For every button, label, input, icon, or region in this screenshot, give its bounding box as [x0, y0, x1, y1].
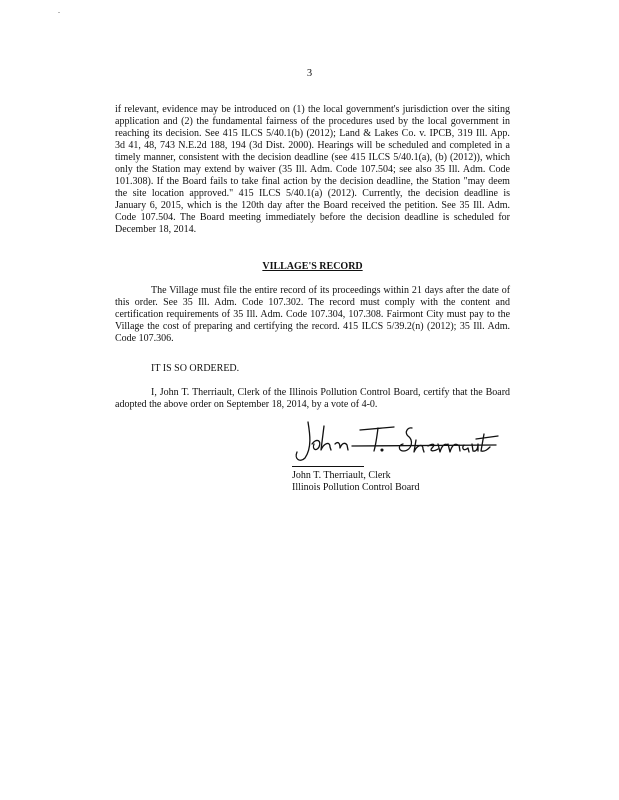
signature-drawing — [290, 414, 500, 464]
signer-block — [292, 470, 420, 494]
signer-name: John T. Therriault, Clerk — [292, 470, 391, 481]
paragraph-line: adopted the above order on September 18, 2014, by a vote of 4-0. — [115, 399, 378, 410]
record-paragraph — [115, 285, 510, 345]
ordered-line: IT IS SO ORDERED. — [151, 363, 240, 374]
paragraph-line: 3d 41, 48, 743 N.E.2d 188, 194 (3d Dist. 2000). Hearings will be scheduled and completed in a — [115, 140, 510, 151]
paragraph-line: I, John T. Therriault, Clerk of the Illinois Pollution Control Board, certify that the Board — [151, 387, 511, 398]
paragraph-line: only the Station may extend by waiver (35 Ill. Adm. Code 107.504; see also 35 Ill. Adm. Code — [115, 164, 510, 175]
paragraph-line: if relevant, evidence may be introduced on (1) the local government's jurisdiction over the siting — [115, 104, 510, 115]
paragraph-line: certification requirements of 35 Ill. Adm. Code 107.304, 107.308. Fairmont City must pay to the — [115, 309, 511, 320]
paragraph-line: 101.308). If the Board fails to take final action by the decision deadline, the Station "may deem — [115, 176, 510, 187]
paragraph-line: the site location approved." 415 ILCS 5/40.1(a) (2012). Currently, the decision deadline is — [115, 188, 511, 199]
paragraph-line: reaching its decision. See 415 ILCS 5/40.1(b) (2012); Land & Lakes Co. v. IPCB, 319 Ill. App. — [115, 128, 510, 139]
handwritten-signature — [290, 414, 500, 464]
paragraph-line: The Village must file the entire record of its proceedings within 21 days after the date of — [151, 285, 511, 296]
ordered-paragraph — [115, 363, 510, 375]
paragraph-line: Code 107.504. The Board meeting immediately before the decision deadline is scheduled for — [115, 212, 511, 223]
certification-paragraph — [115, 387, 510, 411]
signer-title: Illinois Pollution Control Board — [292, 482, 420, 493]
paragraph-line: December 18, 2014. — [115, 224, 197, 235]
section-heading-villages-record: VILLAGE'S RECORD — [262, 261, 363, 272]
paragraph-line: January 6, 2015, which is the 120th day after the Board received the petition. See 35 Ill. Adm. — [115, 200, 511, 211]
jurisdiction-paragraph — [115, 104, 510, 236]
paragraph-line: this order. See 35 Ill. Adm. Code 107.302. The record must comply with the content and — [115, 297, 510, 308]
paragraph-line: application and (2) the fundamental fairness of the procedures used by the local government in — [115, 116, 510, 127]
paragraph-line: Village the cost of preparing and certifying the record. 415 ILCS 5/39.2(n) (2012); 35 Ill. Adm. — [115, 321, 511, 332]
paragraph-line: timely manner, consistent with the decision deadline (see 415 ILCS 5/40.1(a), (b) (2012)), which — [115, 152, 510, 163]
corner-mark: . — [58, 6, 60, 15]
paragraph-line: Code 107.306. — [115, 333, 174, 344]
signature-line — [292, 466, 364, 467]
page-number: 3 — [306, 68, 313, 79]
